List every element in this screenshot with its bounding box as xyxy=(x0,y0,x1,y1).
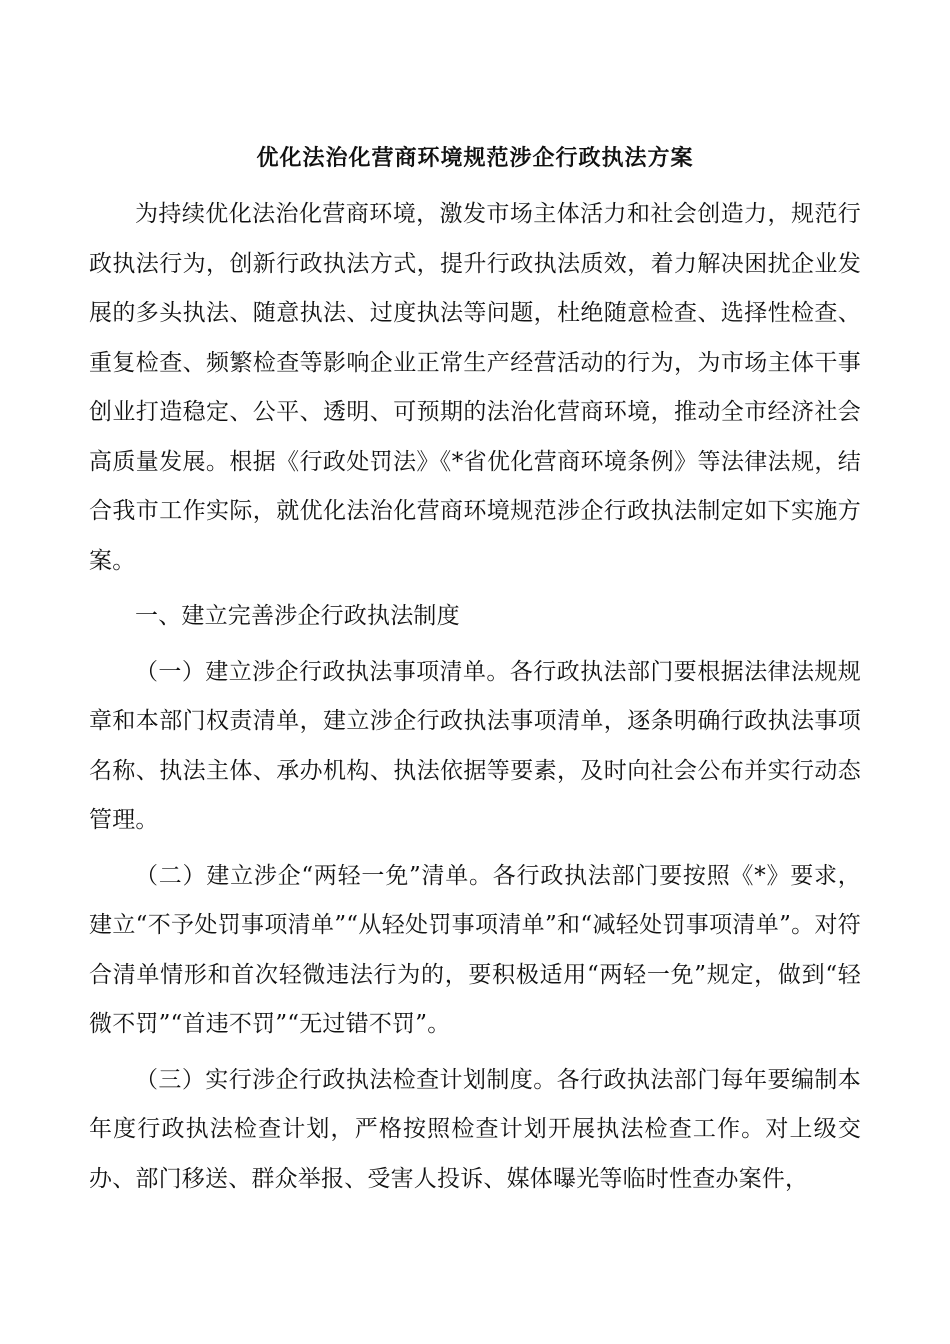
item-paragraph-1: （一）建立涉企行政执法事项清单。各行政执法部门要根据法律法规规章和本部门权责清单，建立涉企行政执法事项清单，逐条明确行政执法事项名称、执法主体、承办机构、执法依据等要素，及时向社会公布并实行动态管理。 xyxy=(89,658,861,833)
document-title: 优化法治化营商环境规范涉企行政执法方案 xyxy=(256,145,694,171)
document-body xyxy=(89,138,861,1204)
section-heading-1: 一、建立完善涉企行政执法制度 xyxy=(135,603,460,629)
item-paragraph-3: （三）实行涉企行政执法检查计划制度。各行政执法部门每年要编制本年度行政执法检查计划，严格按照检查计划开展执法检查工作。对上级交办、部门移送、群众举报、受害人投诉、媒体曝光等临时性查办案件， xyxy=(89,1066,861,1192)
item-paragraph-2: （二）建立涉企“两轻一免”清单。各行政执法部门要按照《*》要求，建立“不予处罚事项清单”“从轻处罚事项清单”和“减轻处罚事项清单”。对符合清单情形和首次轻微违法行为的，要积极适用“两轻一免”规定，做到“轻微不罚”“首违不罚”“无过错不罚”。 xyxy=(89,862,861,1037)
intro-paragraph: 为持续优化法治化营商环境，激发市场主体活力和社会创造力，规范行政执法行为，创新行政执法方式，提升行政执法质效，着力解决困扰企业发展的多头执法、随意执法、过度执法等问题，杜绝随意检查、选择性检查、重复检查、频繁检查等影响企业正常生产经营活动的行为，为市场主体干事创业打造稳定、公平、透明、可预期的法治化营商环境，推动全市经济社会高质量发展。根据《行政处罚法》《*省优化营商环境条例》等法律法规，结合我市工作实际，就优化法治化营商环境规范涉企行政执法制定如下实施方案。 xyxy=(89,201,861,574)
